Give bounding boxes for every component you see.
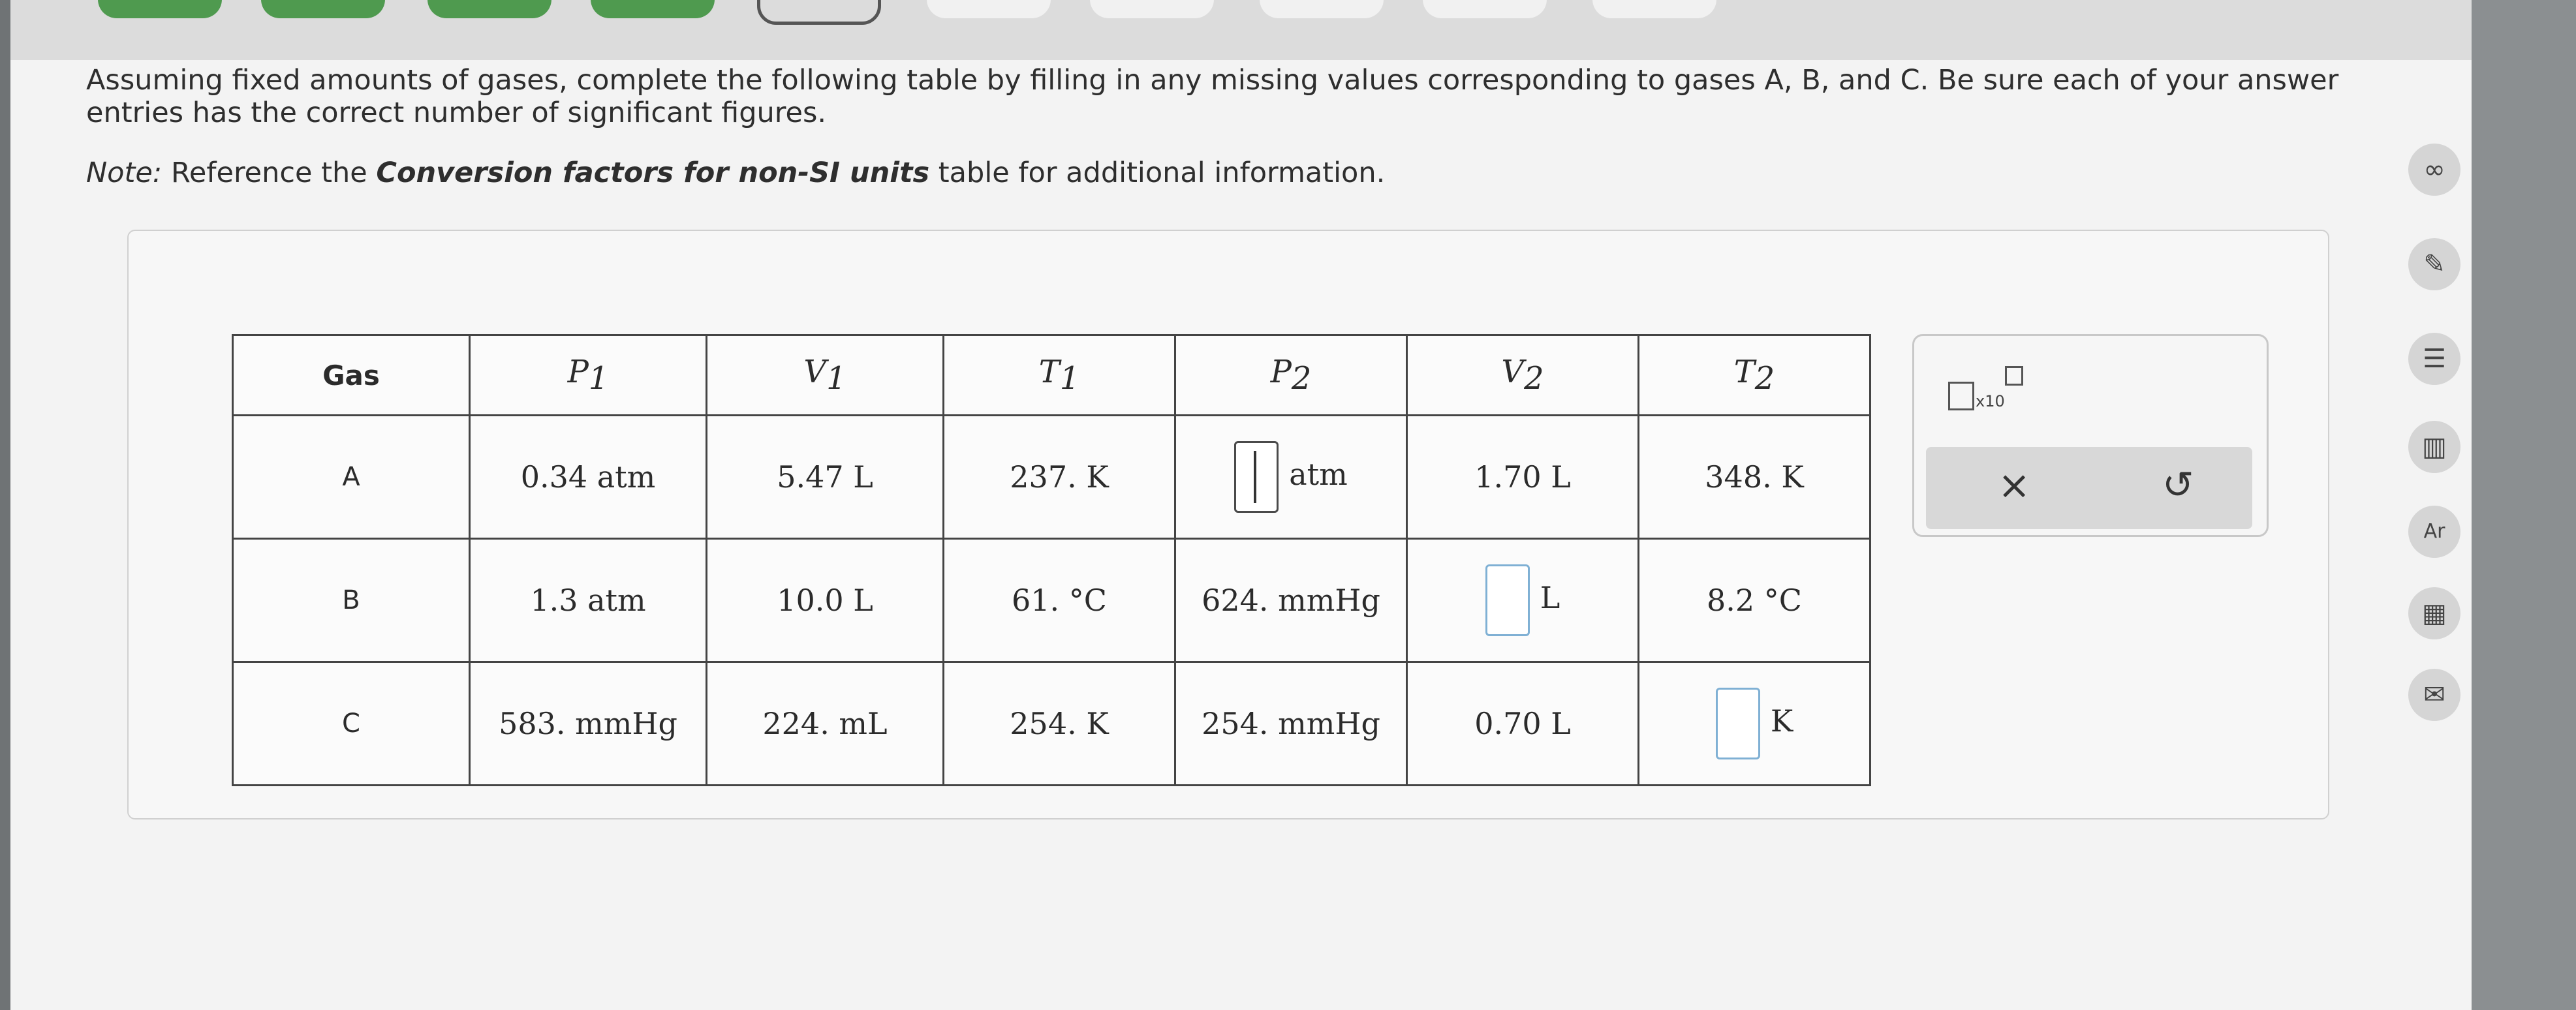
table-row-a (233, 416, 1870, 539)
cell-gas-c: C (233, 662, 470, 786)
header-t1: $T_1$ (944, 335, 1175, 416)
header-gas: Gas (233, 335, 470, 416)
infinity-icon[interactable]: ∞ (2408, 144, 2460, 196)
cell-gas-a: A (233, 416, 470, 539)
unit-c-t2: K (1770, 703, 1793, 739)
cell-gas-b: B (233, 539, 470, 662)
cell-c-v1: 224. mL (707, 662, 944, 786)
table-row-b (233, 539, 1870, 662)
answer-input-c-t2[interactable] (1716, 688, 1760, 759)
answer-tools-panel (1912, 334, 2269, 537)
note-text-post: table for additional information. (929, 157, 1386, 189)
undo-icon[interactable]: ↺ (2162, 463, 2194, 507)
bar-chart-icon[interactable]: ▥ (2408, 421, 2460, 473)
scientific-notation-button[interactable] (1948, 382, 2023, 410)
cell-b-p1: 1.3 atm (470, 539, 707, 662)
progress-step-9[interactable] (1423, 0, 1547, 18)
mantissa-box-icon (1948, 382, 1974, 410)
cell-a-v2: 1.70 L (1407, 416, 1639, 539)
header-v1: $V_1$ (707, 335, 944, 416)
cell-b-v2 (1407, 539, 1639, 662)
tool-buttons-bar (1926, 447, 2252, 529)
mail-icon[interactable]: ✉ (2408, 669, 2460, 721)
text-cursor (1254, 451, 1256, 503)
calculator-icon[interactable]: ▦ (2408, 587, 2460, 639)
conversion-factors-link[interactable]: Conversion factors for non-SI units (376, 157, 930, 189)
cell-c-p1: 583. mmHg (470, 662, 707, 786)
progress-step-10[interactable] (1592, 0, 1716, 18)
progress-step-2[interactable] (261, 0, 385, 18)
progress-step-current[interactable] (757, 0, 881, 25)
cell-a-t1: 237. K (944, 416, 1175, 539)
answer-input-a-p2[interactable] (1234, 441, 1279, 513)
unit-a-p2: atm (1289, 457, 1348, 492)
x10-label: x10 (1976, 392, 2005, 410)
gas-table (232, 334, 1871, 786)
exponent-box-icon (2005, 366, 2023, 386)
cell-a-v1: 5.47 L (707, 416, 944, 539)
answer-input-b-v2[interactable] (1485, 564, 1530, 636)
cell-a-t2: 348. K (1639, 416, 1870, 539)
clear-icon[interactable]: × (1998, 463, 2031, 508)
cell-b-t2: 8.2 °C (1639, 539, 1870, 662)
table-row-c (233, 662, 1870, 786)
cell-b-t1: 61. °C (944, 539, 1175, 662)
progress-step-8[interactable] (1260, 0, 1384, 18)
header-t2: $T_2$ (1639, 335, 1870, 416)
note-text-pre: Reference the (162, 157, 377, 189)
question-note (86, 157, 1385, 189)
window-right-edge (2472, 0, 2576, 1010)
progress-step-6[interactable] (927, 0, 1051, 18)
note-label: Note: (86, 157, 163, 189)
progress-step-4[interactable] (591, 0, 715, 18)
cell-a-p1: 0.34 atm (470, 416, 707, 539)
worksheet-icon[interactable]: ☰ (2408, 333, 2460, 385)
cell-b-p2: 624. mmHg (1175, 539, 1407, 662)
header-p2: $P_2$ (1175, 335, 1407, 416)
cell-b-v1: 10.0 L (707, 539, 944, 662)
cell-a-p2 (1175, 416, 1407, 539)
table-header-row (233, 335, 1870, 416)
header-p1: $P_1$ (470, 335, 707, 416)
top-navigation-bar (0, 0, 2576, 60)
header-v2: $V_2$ (1407, 335, 1639, 416)
pencil-icon[interactable]: ✎ (2408, 238, 2460, 290)
progress-step-7[interactable] (1090, 0, 1214, 18)
question-prompt: Assuming fixed amounts of gases, complete the following table by filling in any missing values corresponding to gases A, B, and C. Be sure each of your answer entries has the correct number of significant figures. (86, 64, 2339, 129)
cell-c-v2: 0.70 L (1407, 662, 1639, 786)
cell-c-t2 (1639, 662, 1870, 786)
unit-b-v2: L (1540, 580, 1560, 615)
cell-c-t1: 254. K (944, 662, 1175, 786)
window-left-edge (0, 0, 10, 1010)
cell-c-p2: 254. mmHg (1175, 662, 1407, 786)
progress-step-1[interactable] (98, 0, 222, 18)
periodic-table-icon[interactable]: Ar (2408, 506, 2460, 558)
progress-step-3[interactable] (427, 0, 551, 18)
